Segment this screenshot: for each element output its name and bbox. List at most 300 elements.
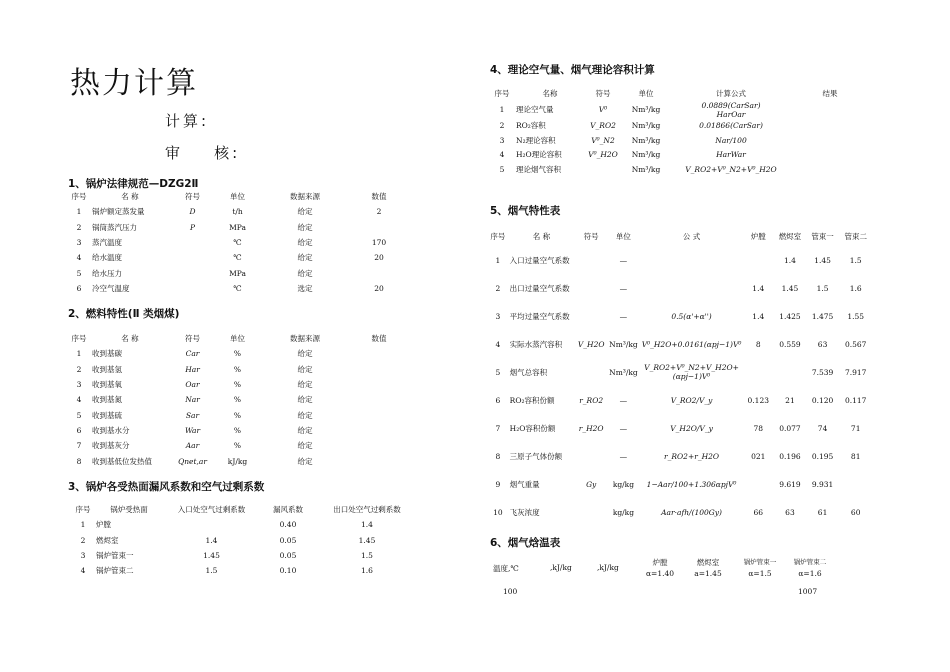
- table-cell: 1.5: [361, 551, 373, 561]
- table-cell: MPa: [229, 268, 246, 278]
- table-cell: 1: [76, 207, 82, 217]
- review-label: 审 核:: [165, 144, 241, 162]
- table-row: [72, 548, 417, 563]
- table-cell: 给定: [297, 425, 313, 435]
- table-cell: 4: [80, 566, 86, 576]
- table-cell: [350, 453, 408, 468]
- value-cell: 1.4: [752, 283, 765, 293]
- col-header: 漏风系数: [273, 505, 303, 515]
- table-cell: Nm³/kg: [609, 367, 638, 377]
- col-header: 单位: [230, 334, 245, 344]
- table-cell: 4: [76, 253, 82, 263]
- value-cell: 0.559: [779, 339, 801, 349]
- table-cell: [170, 235, 215, 250]
- table-cell: 收到基灰分: [92, 441, 130, 451]
- table-cell: V_RO2/V_y: [670, 395, 713, 405]
- table-cell: t/h: [232, 207, 243, 217]
- section-3-heading: 3、锅炉各受热面漏风系数和空气过剩系数: [68, 481, 265, 493]
- table-cell: Aar·afh/(100Gy): [661, 507, 722, 517]
- table-cell: %: [233, 425, 242, 435]
- table-cell: [170, 265, 215, 280]
- table-row: [490, 133, 870, 148]
- value-cell: 61: [817, 507, 828, 517]
- table-cell: [350, 362, 408, 377]
- table-cell: 锅炉管束二: [96, 566, 134, 576]
- enthalpy-col-2: ,kJ/kg: [597, 563, 619, 572]
- document-title: 热力计算: [70, 66, 198, 101]
- table-cell: Nm³/kg: [631, 121, 661, 131]
- table-cell: [350, 220, 408, 235]
- table-cell: [790, 101, 870, 119]
- table-cell: %: [233, 410, 242, 420]
- col-header: 出口处空气过剩系数: [333, 505, 401, 515]
- table-cell: ℃: [233, 238, 242, 248]
- table-cell: Nm³/kg: [631, 150, 661, 160]
- table-cell: 烟气总容积: [509, 367, 548, 377]
- table-cell: 收到基硫: [92, 410, 122, 420]
- table-cell: 理论烟气容积: [516, 164, 561, 174]
- table-cell: Nm³/kg: [631, 164, 661, 174]
- table-cell: 收到基低位发热值: [92, 456, 152, 466]
- table-row: [68, 281, 408, 296]
- table-cell: 6: [76, 283, 82, 293]
- value-cell: 71: [850, 423, 861, 433]
- table-header-row: [488, 226, 873, 246]
- table-cell: Oar: [185, 380, 200, 390]
- formula-line: 0.0889(CarSar): [701, 100, 761, 110]
- table-header-row: [72, 502, 417, 517]
- value-cell: [743, 246, 773, 274]
- table-cell: V_H2O: [577, 339, 605, 349]
- table-cell: 给水压力: [92, 268, 122, 278]
- table-cell: 1: [80, 520, 86, 530]
- col-header: 单位: [638, 88, 654, 98]
- table-cell: Sar: [185, 410, 200, 420]
- table-cell: 飞灰浓度: [509, 507, 540, 517]
- table-cell: 4: [495, 339, 501, 349]
- col-header: 锅炉受热面: [110, 505, 148, 515]
- table-cell: 实际水蒸汽容积: [509, 339, 563, 349]
- table-row: [488, 414, 873, 442]
- boiler-spec-table: [68, 189, 408, 296]
- table-cell: 选定: [297, 283, 313, 293]
- s4-body: [490, 101, 870, 177]
- table-cell: 2: [76, 222, 82, 232]
- table-cell: [790, 133, 870, 148]
- value-cell: 63: [785, 507, 795, 517]
- col-header: 计算公式: [716, 88, 746, 98]
- table-cell: 9: [495, 479, 501, 489]
- table-cell: 0.10: [279, 566, 297, 576]
- table-cell: 蒸汽温度: [92, 238, 122, 248]
- row-temperature: 100: [503, 587, 518, 596]
- value-cell: 60: [850, 507, 861, 517]
- col-header: 名 称: [121, 192, 139, 202]
- zone-name: 锅炉管束二: [793, 558, 827, 566]
- calc-label: 计算:: [165, 112, 210, 130]
- table-cell: Aar: [185, 441, 200, 451]
- value-cell: 0.196: [779, 451, 801, 461]
- table-cell: 6: [495, 395, 501, 405]
- air-excess-table: [72, 502, 417, 578]
- table-cell: [586, 162, 620, 177]
- table-cell: War: [184, 425, 201, 435]
- table-cell: 锅炉额定蒸发量: [92, 207, 145, 217]
- enthalpy-col-1: ,kJ/kg: [550, 563, 572, 572]
- table-row: [68, 392, 408, 407]
- table-cell: 5: [76, 410, 82, 420]
- col-header: 序号: [75, 505, 91, 515]
- table-cell: r_RO2+r_H2O: [664, 451, 720, 461]
- section-5-heading: 5、烟气特性表: [490, 205, 561, 217]
- temp-column-header: 温度,℃: [493, 564, 519, 573]
- table-cell: 给定: [297, 410, 313, 420]
- value-cell: 1.5: [849, 255, 862, 265]
- table-cell: 收到基碳: [92, 349, 122, 359]
- table-cell: 7: [495, 423, 501, 433]
- table-header-row: [490, 86, 870, 101]
- table-cell: ℃: [233, 253, 242, 263]
- table-row: [488, 330, 873, 358]
- table-cell: 给定: [297, 364, 313, 374]
- table-cell: 给定: [297, 380, 313, 390]
- table-cell: ℃: [233, 283, 242, 293]
- table-cell: MPa: [229, 222, 246, 232]
- table-cell: 20: [374, 283, 384, 293]
- table-cell: [640, 246, 744, 274]
- table-cell: 冷空气温度: [92, 283, 130, 293]
- table-cell: 1: [499, 105, 505, 114]
- col-header: 结果: [822, 88, 838, 98]
- value-cell: 7.917: [844, 367, 867, 377]
- formula-line: HarOar: [716, 109, 746, 119]
- table-row: [490, 148, 870, 163]
- table-cell: 给定: [297, 349, 313, 359]
- table-cell: 给定: [297, 441, 313, 451]
- table-row: [488, 442, 873, 470]
- table-cell: [350, 377, 408, 392]
- table-row: [68, 407, 408, 422]
- table-cell: [672, 101, 790, 119]
- table-cell: %: [233, 395, 242, 405]
- value-cell: 21: [785, 395, 795, 405]
- table-cell: 0.5(α'+α''): [671, 311, 712, 321]
- table-cell: 1.45: [203, 551, 220, 561]
- table-cell: 4: [76, 395, 82, 405]
- table-cell: 给定: [297, 456, 313, 466]
- table-cell: 燃烬室: [96, 535, 119, 545]
- table-cell: [790, 162, 870, 177]
- table-cell: 1.4: [361, 520, 373, 530]
- table-cell: %: [233, 364, 242, 374]
- zone-name: 炉膛: [652, 558, 668, 567]
- table-cell: 出口过量空气系数: [509, 283, 570, 293]
- table-cell: Nar: [185, 395, 200, 405]
- table-cell: 锅筒蒸汽压力: [92, 222, 137, 232]
- table-cell: 给定: [297, 268, 313, 278]
- table-row: [488, 470, 873, 498]
- table-cell: 给定: [297, 238, 313, 248]
- value-cell: [838, 470, 873, 498]
- table-cell: —: [619, 451, 628, 461]
- value-cell: 0.123: [747, 395, 770, 405]
- value-cell: 78: [753, 423, 764, 433]
- table-row: [68, 250, 408, 265]
- table-cell: 给定: [297, 253, 313, 263]
- table-cell: [672, 148, 790, 163]
- value-cell: [773, 358, 807, 386]
- zone-burnout: [688, 557, 728, 579]
- table-cell: —: [619, 283, 628, 293]
- value-cell: 8: [755, 339, 761, 349]
- table-cell: [164, 517, 259, 532]
- table-row: [68, 423, 408, 438]
- table-cell: P: [189, 222, 196, 232]
- table-cell: Gy: [586, 479, 597, 489]
- col-header: 管束二: [844, 231, 867, 241]
- s5-body: [488, 246, 873, 526]
- table-row: [68, 265, 408, 280]
- table-cell: 170: [371, 238, 387, 248]
- table-cell: V⁰: [598, 105, 608, 114]
- table-cell: [575, 442, 607, 470]
- table-cell: 2: [80, 535, 86, 545]
- table-row: [68, 204, 408, 219]
- col-header: 单位: [615, 231, 631, 241]
- table-row: [488, 386, 873, 414]
- table-cell: 5: [495, 367, 501, 377]
- section-4-heading: 4、理论空气量、烟气理论容积计算: [490, 64, 655, 76]
- table-cell: 3: [80, 551, 86, 561]
- value-cell: 1.4: [752, 311, 765, 321]
- value-cell: 81: [850, 451, 861, 461]
- table-row: [72, 517, 417, 532]
- table-cell: kg/kg: [612, 479, 635, 489]
- col-header: 燃烬室: [778, 231, 802, 241]
- table-row: [68, 235, 408, 250]
- table-cell: [575, 302, 607, 330]
- table-cell: 1.5: [205, 566, 218, 576]
- table-cell: 7: [76, 441, 82, 451]
- table-row: [68, 438, 408, 453]
- table-cell: V_RO2+V⁰_N2+V_H2O+(αpj−1)V⁰: [644, 363, 739, 381]
- table-cell: 锅炉管束一: [96, 551, 134, 561]
- table-cell: 2: [495, 283, 501, 293]
- table-cell: [350, 265, 408, 280]
- value-cell: 1.425: [779, 311, 801, 321]
- table-cell: [790, 148, 870, 163]
- table-cell: r_H2O: [578, 423, 604, 433]
- col-header: 数值: [371, 334, 387, 344]
- table-cell: [350, 392, 408, 407]
- table-cell: r_RO2: [579, 395, 604, 405]
- table-cell: [790, 119, 870, 134]
- col-header: 符号: [185, 334, 200, 344]
- table-cell: V⁰_H2O+0.0161(αpj−1)V⁰: [641, 339, 742, 349]
- value-cell: 1.45: [814, 255, 831, 265]
- table-cell: Nm³/kg: [609, 339, 638, 349]
- formula-line: 0.01866(CarSar): [699, 121, 763, 131]
- formula-line: V_RO2+V⁰_N2+V⁰_H2O: [685, 164, 777, 174]
- theoretical-volume-table: [490, 86, 870, 177]
- col-header: 炉膛: [750, 231, 766, 241]
- value-cell: 7.539: [811, 367, 834, 377]
- table-cell: 4: [499, 150, 505, 160]
- col-header: 名称: [542, 88, 558, 98]
- table-cell: [672, 133, 790, 148]
- table-cell: N₂理论容积: [516, 135, 556, 145]
- table-cell: —: [619, 311, 628, 321]
- table-row: [488, 246, 873, 274]
- col-header: 序号: [494, 88, 510, 98]
- value-cell: 1.4: [783, 255, 796, 265]
- table-cell: kJ/kg: [227, 456, 248, 466]
- table-header-row: [68, 331, 408, 346]
- fuel-property-table: [68, 331, 408, 469]
- formula-line: Nar/100: [715, 135, 747, 145]
- zone-bundle-1: [735, 557, 785, 579]
- col-header: 符号: [185, 192, 200, 202]
- table-cell: 入口过量空气系数: [509, 255, 570, 265]
- table-cell: 理论空气量: [516, 105, 554, 114]
- table-cell: Nm³/kg: [631, 105, 661, 114]
- zone-alpha: α=1.5: [748, 569, 772, 578]
- value-cell: 74: [817, 423, 828, 433]
- table-cell: RO₂容积份额: [509, 395, 555, 405]
- value-cell: 0.120: [811, 395, 834, 405]
- section-6-heading: 6、烟气焓温表: [490, 537, 561, 549]
- col-header: 符号: [583, 231, 599, 241]
- table-row: [490, 101, 870, 119]
- table-cell: 6: [76, 425, 82, 435]
- table-cell: 1.4: [205, 535, 218, 545]
- value-cell: 1.6: [849, 283, 862, 293]
- col-header: 数据来源: [290, 192, 320, 202]
- value-cell: [743, 470, 773, 498]
- table-cell: 给定: [297, 222, 313, 232]
- table-cell: 2: [499, 121, 505, 131]
- table-cell: 给定: [297, 395, 313, 405]
- table-row: [490, 162, 870, 177]
- table-cell: [350, 407, 408, 422]
- value-cell: 0.117: [844, 395, 867, 405]
- table-cell: H₂O容积份额: [509, 423, 556, 433]
- table-cell: 1.6: [361, 566, 373, 576]
- zone-name: 燃烬室: [696, 558, 720, 567]
- zone-bundle-2: [785, 557, 835, 579]
- flue-gas-property-table: [488, 226, 873, 526]
- row-value: 1007: [798, 587, 818, 596]
- value-cell: 1.55: [847, 311, 865, 321]
- value-cell: [743, 358, 773, 386]
- col-header: 名 称: [121, 334, 139, 344]
- table-cell: 烟气重量: [509, 479, 540, 489]
- table-row: [68, 346, 408, 361]
- zone-alpha: α=1.6: [798, 569, 822, 578]
- value-cell: 0.077: [779, 423, 801, 433]
- table-cell: D: [189, 207, 196, 217]
- col-header: 数值: [371, 192, 387, 202]
- section-1-heading: 1、锅炉法律规范—DZG2Ⅱ: [68, 178, 199, 190]
- table-cell: 收到基氮: [92, 395, 122, 405]
- table-cell: [672, 119, 790, 134]
- section-2-heading: 2、燃料特性(Ⅱ 类烟煤): [68, 308, 180, 320]
- table-cell: 0.05: [279, 535, 297, 545]
- table-cell: —: [619, 395, 628, 405]
- table-cell: 2: [76, 364, 82, 374]
- table-row: [490, 119, 870, 134]
- table-cell: %: [233, 380, 242, 390]
- table-cell: 给定: [297, 207, 313, 217]
- table-cell: [350, 423, 408, 438]
- table-cell: %: [233, 349, 242, 359]
- table-cell: [170, 281, 215, 296]
- table-cell: RO₂容积: [516, 121, 546, 131]
- table-cell: Har: [185, 364, 200, 374]
- value-cell: 63: [817, 339, 828, 349]
- table-row: [488, 302, 873, 330]
- table-cell: 1.45: [358, 535, 376, 545]
- col-header: 公 式: [682, 231, 701, 241]
- col-header: 入口处空气过剩系数: [177, 505, 246, 515]
- table-row: [72, 563, 417, 578]
- table-cell: 8: [76, 456, 82, 466]
- table-cell: 10: [493, 507, 503, 517]
- col-header: 符号: [595, 88, 611, 98]
- table-cell: 炉膛: [96, 520, 111, 530]
- table-cell: 3: [499, 135, 505, 145]
- table-cell: 1−Aar/100+1.306αpjV⁰: [646, 479, 737, 489]
- value-cell: 021: [751, 451, 766, 461]
- table-cell: 1: [495, 255, 501, 265]
- s2-body: [68, 346, 408, 468]
- table-cell: Nm³/kg: [631, 135, 661, 145]
- table-cell: 3: [76, 238, 82, 248]
- value-cell: 1.5: [816, 283, 829, 293]
- zone-name: 锅炉管束一: [743, 558, 777, 566]
- table-cell: 收到基水分: [92, 425, 130, 435]
- table-cell: 三原子气体份额: [509, 451, 563, 461]
- table-row: [68, 377, 408, 392]
- table-cell: V⁰_H2O: [588, 150, 618, 160]
- value-cell: 0.567: [844, 339, 867, 349]
- zone-furnace: [640, 557, 680, 579]
- value-cell: 9.619: [779, 479, 801, 489]
- formula-line: HarWar: [716, 150, 746, 160]
- table-row: [488, 274, 873, 302]
- table-cell: [170, 250, 215, 265]
- table-cell: 0.40: [279, 520, 297, 530]
- col-header: 序号: [71, 334, 87, 344]
- table-cell: 给水温度: [92, 253, 122, 263]
- table-row: [68, 220, 408, 235]
- table-cell: [575, 246, 607, 274]
- zone-alpha: a=1.45: [694, 569, 722, 578]
- table-cell: [575, 274, 607, 302]
- table-cell: 3: [76, 380, 82, 390]
- table-cell: 20: [374, 253, 384, 263]
- table-row: [68, 453, 408, 468]
- table-cell: 收到基氢: [92, 364, 122, 374]
- table-cell: [672, 162, 790, 177]
- table-cell: 收到基氧: [92, 380, 122, 390]
- s3-body: [72, 517, 417, 578]
- col-header: 序号: [71, 192, 87, 202]
- table-cell: [640, 274, 744, 302]
- table-cell: 1: [76, 349, 82, 359]
- table-cell: 5: [76, 268, 82, 278]
- table-cell: V_H2O/V_y: [670, 423, 713, 433]
